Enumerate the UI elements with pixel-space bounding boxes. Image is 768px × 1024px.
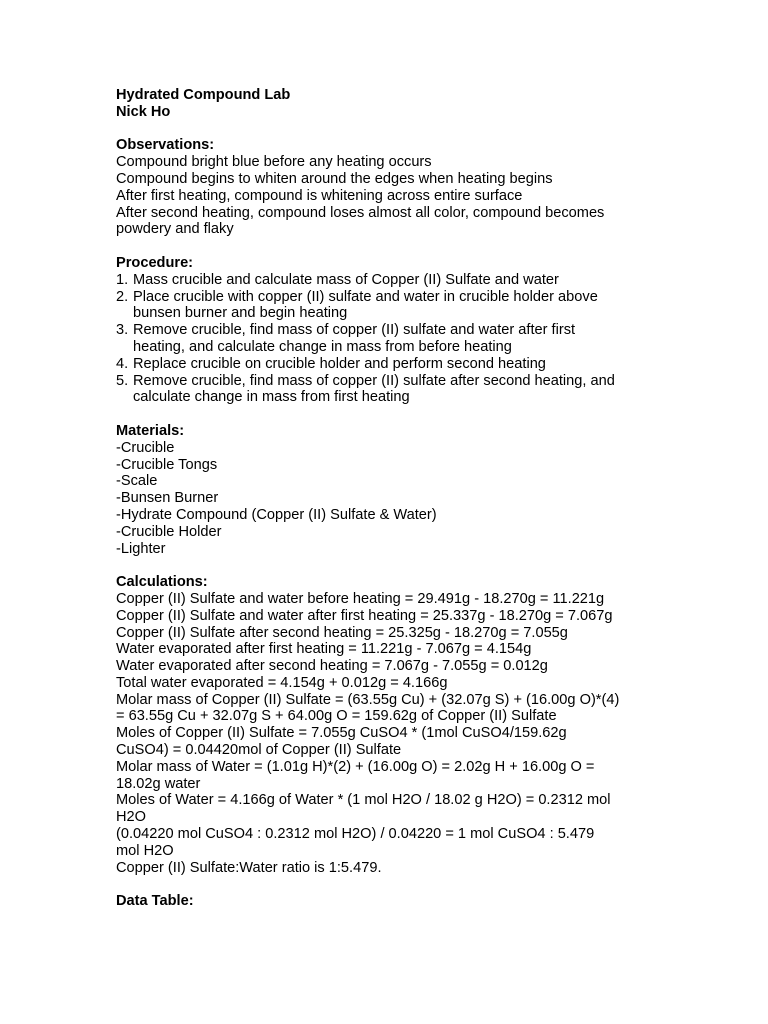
- calculation-line: Copper (II) Sulfate and water after first heating = 25.337g - 18.270g = 7.067g: [116, 607, 613, 624]
- step-text: Remove crucible, find mass of copper (II) sulfate after second heating, and: [133, 372, 615, 389]
- observations-section: [116, 137, 736, 238]
- step-number: 1.: [116, 271, 129, 288]
- material-item: -Crucible Holder: [116, 523, 222, 540]
- material-item: -Lighter: [116, 540, 166, 557]
- step-text: Replace crucible on crucible holder and perform second heating: [133, 355, 546, 372]
- materials-heading: Materials:: [116, 422, 185, 439]
- step-number: 5.: [116, 372, 129, 389]
- document-author: Nick Ho: [116, 103, 171, 120]
- spacer: [116, 406, 736, 423]
- materials-section: [116, 423, 736, 557]
- procedure-step: [116, 322, 736, 356]
- data-table-heading: Data Table:: [116, 893, 194, 910]
- step-text: heating, and calculate change in mass from before heating: [133, 338, 512, 355]
- spacer: [116, 238, 736, 255]
- calculation-line: 18.02g water: [116, 775, 201, 792]
- step-text: Place crucible with copper (II) sulfate and water in crucible holder above: [133, 288, 598, 305]
- calculations-heading: Calculations:: [116, 574, 208, 591]
- calculation-line: Molar mass of Copper (II) Sulfate = (63.55g Cu) + (32.07g S) + (16.00g O)*(4): [116, 691, 620, 708]
- procedure-step: [116, 289, 736, 323]
- calculation-line: Water evaporated after second heating = 7.067g - 7.055g = 0.012g: [116, 658, 548, 675]
- calculation-line: H2O: [116, 809, 147, 826]
- material-item: -Crucible Tongs: [116, 456, 218, 473]
- calculation-line: = 63.55g Cu + 32.07g S + 64.00g O = 159.62g of Copper (II) Sulfate: [116, 708, 557, 725]
- spacer: [116, 557, 736, 574]
- spacer: [116, 876, 736, 893]
- material-item: -Hydrate Compound (Copper (II) Sulfate & Water): [116, 506, 437, 523]
- material-item: -Scale: [116, 473, 158, 490]
- calculation-line: (0.04220 mol CuSO4 : 0.2312 mol H2O) / 0.04220 = 1 mol CuSO4 : 5.479: [116, 826, 595, 843]
- procedure-heading: Procedure:: [116, 254, 194, 271]
- material-item: -Crucible: [116, 439, 175, 456]
- calculation-line: CuSO4) = 0.04420mol of Copper (II) Sulfate: [116, 742, 402, 759]
- calculation-line: Moles of Copper (II) Sulfate = 7.055g CuSO4 * (1mol CuSO4/159.62g: [116, 725, 567, 742]
- observation-line: Compound begins to whiten around the edges when heating begins: [116, 170, 553, 187]
- document-page: [116, 87, 736, 910]
- observation-line: After second heating, compound loses almost all color, compound becomes: [116, 204, 605, 221]
- step-text: Remove crucible, find mass of copper (II) sulfate and water after first: [133, 322, 576, 339]
- calculation-line: Molar mass of Water = (1.01g H)*(2) + (16.00g O) = 2.02g H + 16.00g O =: [116, 758, 595, 775]
- calculations-section: [116, 574, 736, 876]
- calculation-line: Copper (II) Sulfate:Water ratio is 1:5.479.: [116, 859, 382, 876]
- calculation-line: Total water evaporated = 4.154g + 0.012g = 4.166g: [116, 674, 448, 691]
- step-text: Mass crucible and calculate mass of Copper (II) Sulfate and water: [133, 271, 559, 288]
- calculation-line: Moles of Water = 4.166g of Water * (1 mol H2O / 18.02 g H2O) = 0.2312 mol: [116, 792, 611, 809]
- observation-line: powdery and flaky: [116, 221, 234, 238]
- step-number: 2.: [116, 288, 129, 305]
- spacer: [116, 121, 736, 138]
- step-number: 4.: [116, 355, 129, 372]
- procedure-step: [116, 272, 736, 289]
- material-item: -Bunsen Burner: [116, 490, 219, 507]
- calculation-line: Copper (II) Sulfate after second heating = 25.325g - 18.270g = 7.055g: [116, 624, 568, 641]
- step-number: 3.: [116, 322, 129, 339]
- observation-line: After first heating, compound is whitening across entire surface: [116, 187, 523, 204]
- calculation-line: mol H2O: [116, 842, 174, 859]
- calculation-line: Copper (II) Sulfate and water before heating = 29.491g - 18.270g = 11.221g: [116, 590, 605, 607]
- procedure-step: [116, 373, 736, 407]
- observation-line: Compound bright blue before any heating occurs: [116, 154, 432, 171]
- step-text: bunsen burner and begin heating: [133, 305, 348, 322]
- procedure-step: [116, 356, 736, 373]
- document-title: Hydrated Compound Lab: [116, 87, 291, 103]
- calculation-line: Water evaporated after first heating = 11.221g - 7.067g = 4.154g: [116, 641, 532, 658]
- data-table-section: [116, 893, 736, 910]
- procedure-section: [116, 255, 736, 406]
- step-text: calculate change in mass from first heating: [133, 389, 410, 406]
- observations-heading: Observations:: [116, 137, 215, 154]
